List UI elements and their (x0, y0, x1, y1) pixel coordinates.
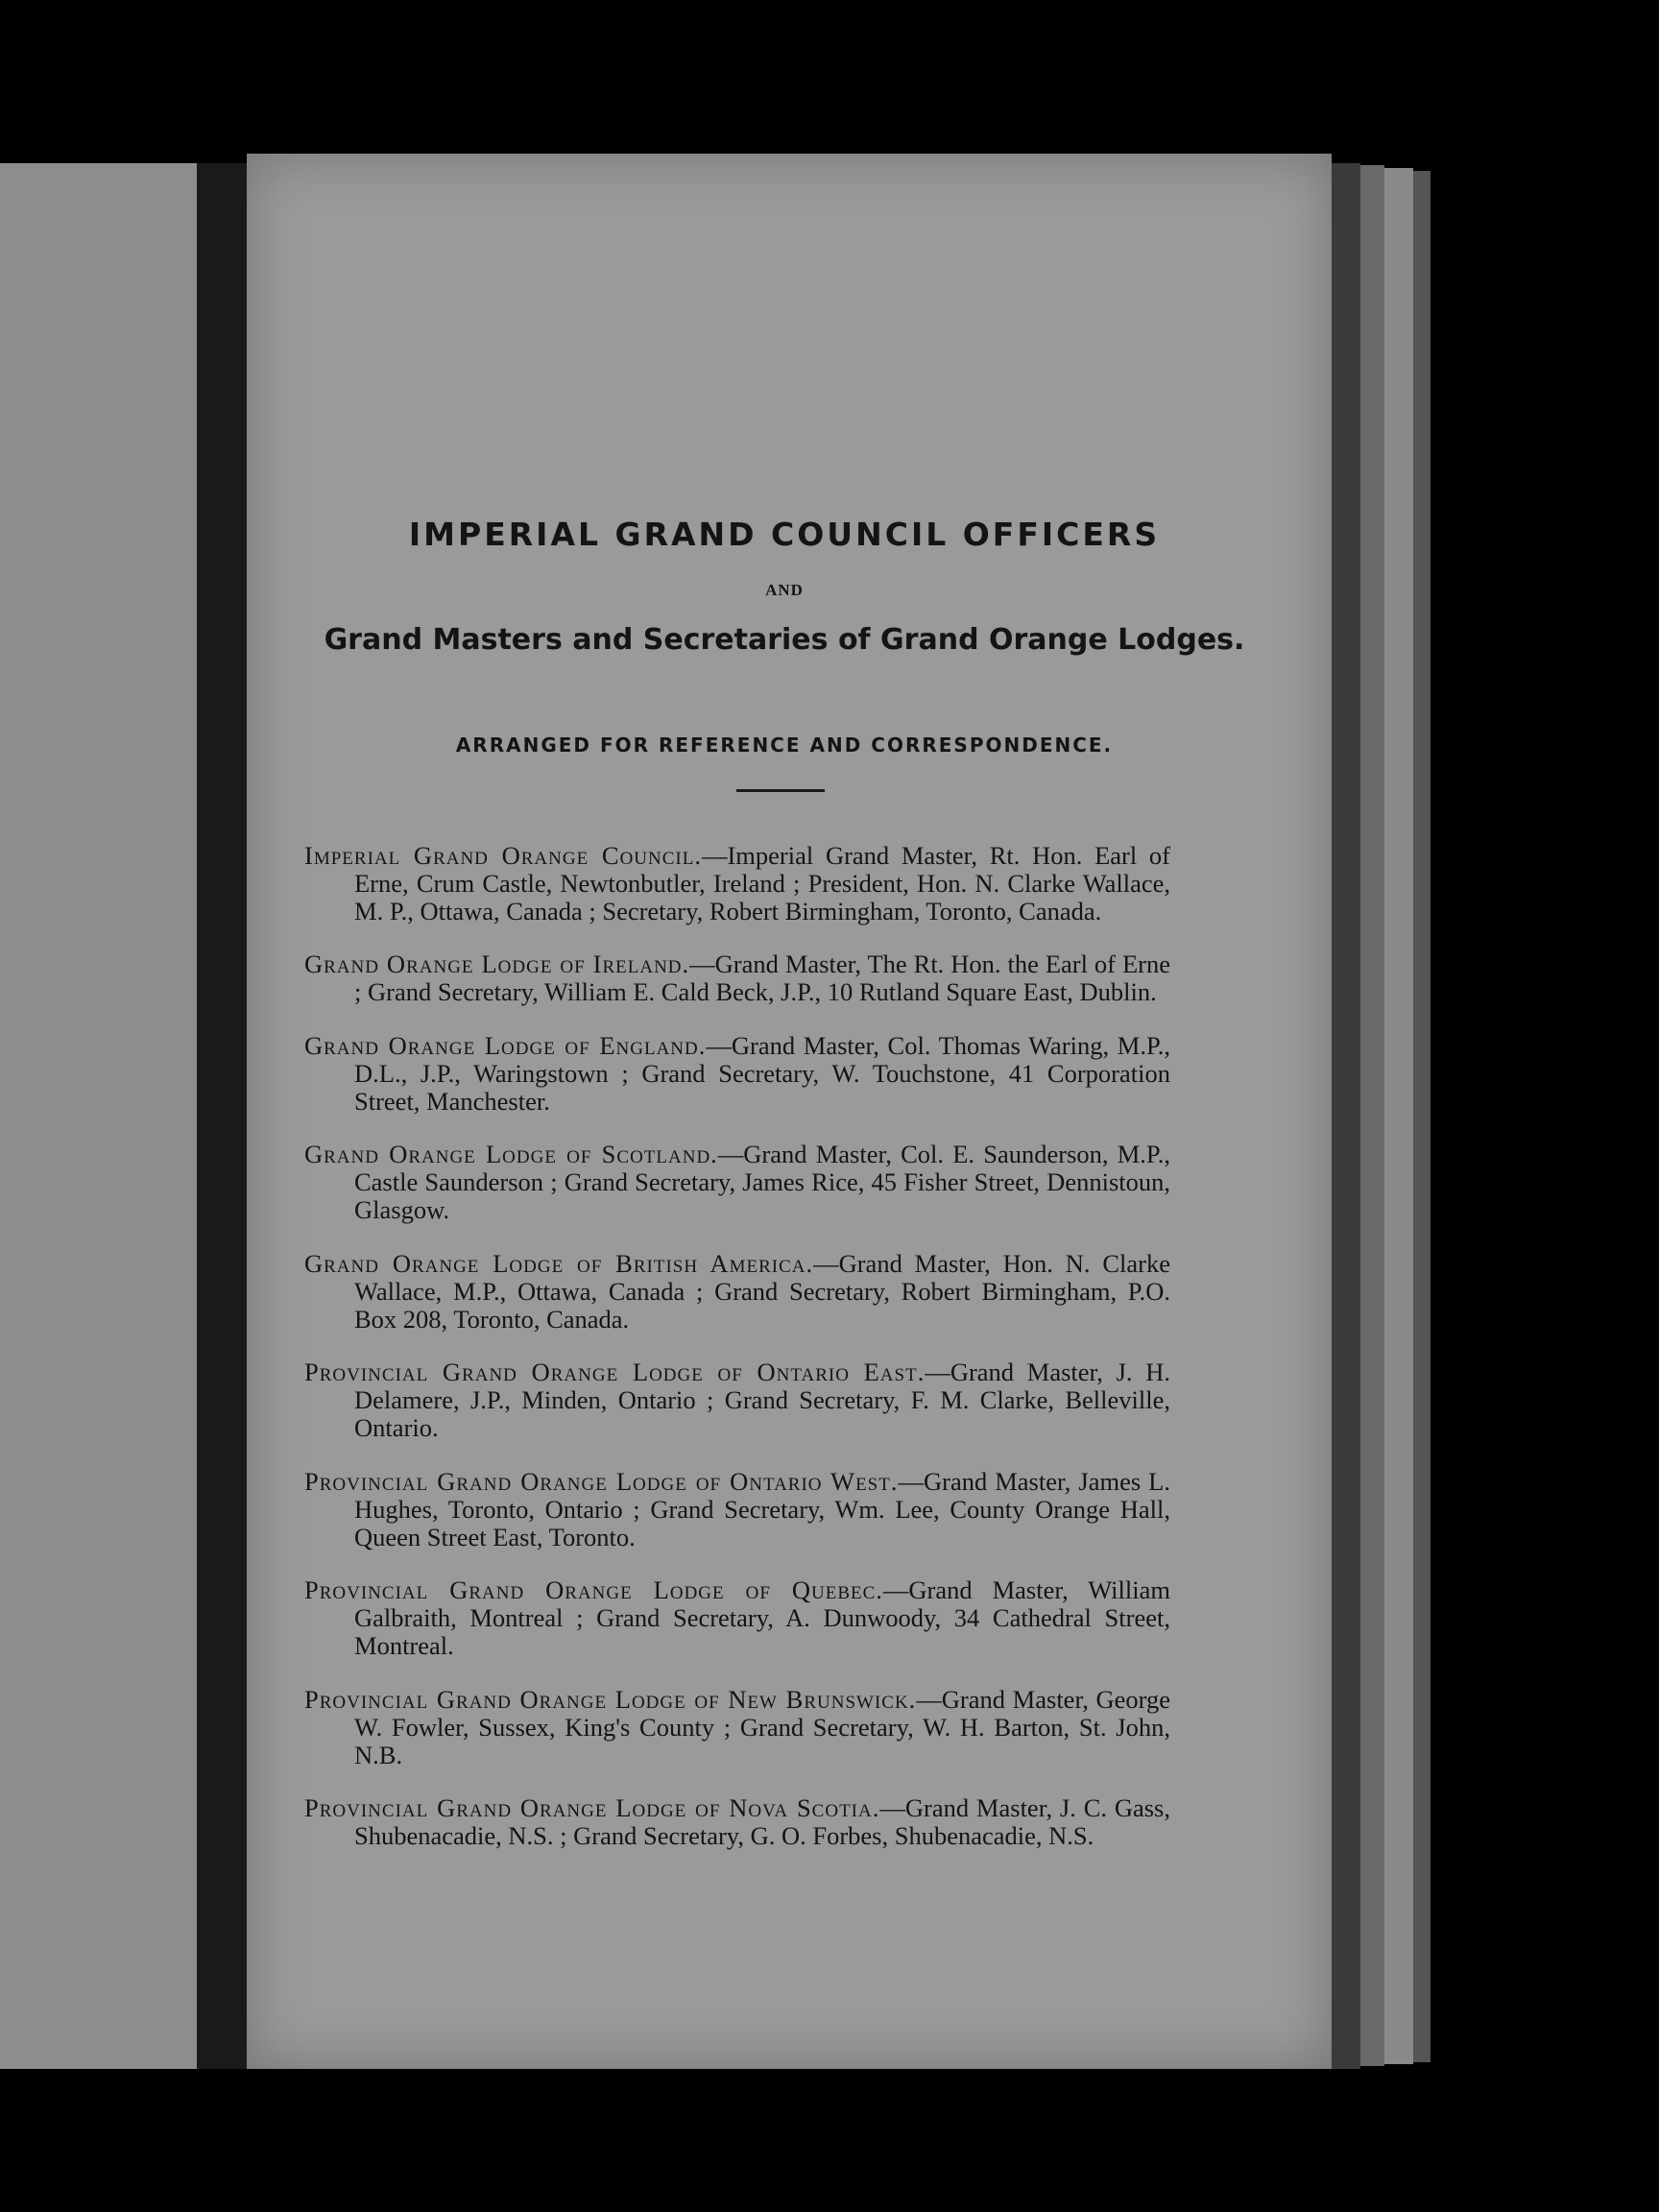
directory-entry (304, 1576, 1170, 1660)
book-page (247, 154, 1332, 2069)
entry-text: —Grand Master, Col. Thomas Waring, M.P., D.L., J.P., Waringstown ; Grand Secretary, W. Touchstone, 41 Corporation Street, Manchester. (354, 1030, 1170, 1116)
entry-text: —Grand Master, J. C. Gass, Shubenacadie, N.S. ; Grand Secretary, G. O. Forbes, Shubenacadie, N.S. (354, 1793, 1170, 1850)
entry-text: —Grand Master, J. H. Delamere, J.P., Minden, Ontario ; Grand Secretary, F. M. Clarke, Belleville, Ontario. (354, 1358, 1171, 1442)
lodge-directory (304, 816, 1170, 1863)
entry-text: —Imperial Grand Master, Rt. Hon. Earl of Erne, Crum Castle, Newtonbutler, Ireland ; President, Hon. N. Clarke Wallace, M. P., Ottawa, Canada ; Secretary, Robert Birmingham, Toronto, Canada. (354, 840, 1170, 926)
page-title: IMPERIAL GRAND COUNCIL OFFICERS (408, 516, 1161, 553)
book-cover-edge (1384, 168, 1413, 2064)
entry-text: —Grand Master, George W. Fowler, Sussex, King's County ; Grand Secretary, W. H. Barton, St. John, N.B. (354, 1684, 1170, 1769)
book-board-edge (1413, 171, 1431, 2062)
directory-entry (304, 1686, 1170, 1769)
entry-heading: Grand Orange Lodge of England. (304, 1030, 707, 1060)
book-gutter (197, 163, 247, 2069)
directory-entry (304, 1468, 1170, 1551)
page-subtitle: Grand Masters and Secretaries of Grand Orange Lodges. (324, 623, 1245, 657)
page-edge-stack (1360, 165, 1384, 2066)
entry-text: —Grand Master, The Rt. Hon. the Earl of Erne ; Grand Secretary, William E. Cald Beck, J.P., 10 Rutland Square East, Dublin. (354, 950, 1170, 1006)
entry-heading: Provincial Grand Orange Lodge of Ontario East. (304, 1358, 926, 1386)
directory-entry (304, 950, 1170, 1006)
entry-text: —Grand Master, James L. Hughes, Toronto, Ontario ; Grand Secretary, Wm. Lee, County Orange Hall, Queen Street East, Toronto. (354, 1466, 1170, 1551)
title-conjunction: AND (765, 581, 804, 599)
entry-text: —Grand Master, Hon. N. Clarke Wallace, M.P., Ottawa, Canada ; Grand Secretary, Robert Birmingham, P.O. Box 208, Toronto, Canada. (354, 1248, 1170, 1334)
entry-heading: Provincial Grand Orange Lodge of Nova Scotia. (304, 1793, 880, 1822)
arrangement-note: ARRANGED FOR REFERENCE AND CORRESPONDENCE. (455, 733, 1114, 757)
directory-entry (304, 1358, 1170, 1442)
section-divider (736, 789, 825, 792)
entry-text: —Grand Master, William Galbraith, Montreal ; Grand Secretary, A. Dunwoody, 34 Cathedral Street, Montreal. (354, 1575, 1170, 1660)
directory-entry (304, 1032, 1170, 1116)
directory-entry (304, 1250, 1170, 1334)
facing-page-fragment (0, 163, 197, 2069)
entry-heading: Provincial Grand Orange Lodge of Quebec. (304, 1575, 883, 1604)
entry-heading: Grand Orange Lodge of Ireland. (304, 950, 690, 978)
directory-entry (304, 1141, 1170, 1224)
entry-heading: Grand Orange Lodge of Scotland. (304, 1140, 718, 1168)
entry-heading: Grand Orange Lodge of British America. (304, 1248, 814, 1278)
entry-heading: Imperial Grand Orange Council. (304, 840, 702, 870)
page-edge-shadow (1332, 163, 1360, 2069)
entry-text: —Grand Master, Col. E. Saunderson, M.P., Castle Saunderson ; Grand Secretary, James Rice, 45 Fisher Street, Dennistoun, Glasgow. (354, 1140, 1170, 1224)
entry-heading: Provincial Grand Orange Lodge of Ontario West. (304, 1466, 899, 1496)
directory-entry (304, 1794, 1170, 1850)
entry-heading: Provincial Grand Orange Lodge of New Brunswick. (304, 1684, 917, 1714)
directory-entry (304, 842, 1170, 926)
